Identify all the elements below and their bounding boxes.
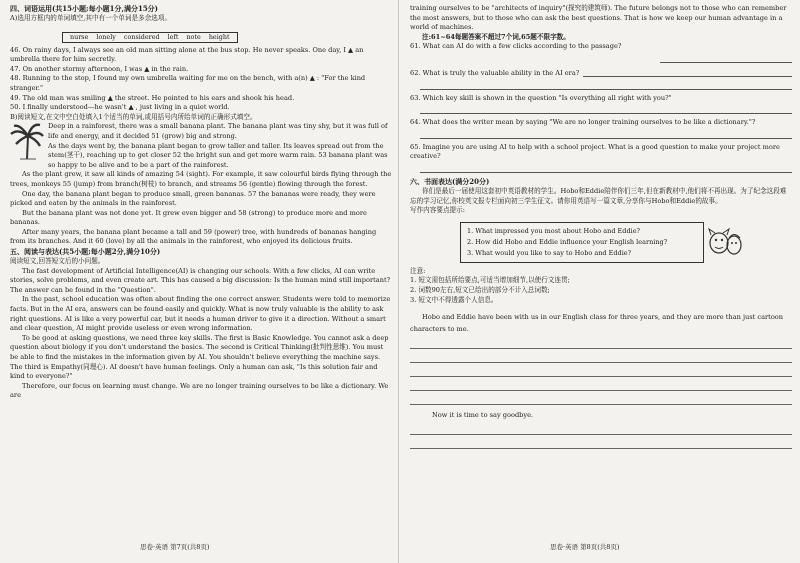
essay-opening: Hobo and Eddie have been with us in our English class for three years, and they are more than just cartoon characters to me. <box>410 313 784 334</box>
story-paragraph-4: One day, the banana plant began to produce small, green bananas. 57 the bananas were ready, they were picked and eaten by the animals in the rainforest. <box>10 189 376 208</box>
note-item: 3. 短文中不得透露个人信息。 <box>410 295 498 304</box>
section6-title: 六、书面表达(满分20分) <box>410 176 490 186</box>
answer-note: 注:61~64每题答案不超过7个词,65题不限字数。 <box>422 32 570 41</box>
word-bank-item: nurse <box>70 32 89 41</box>
question-61: 61. What can AI do with a few clicks according to the passage? <box>410 42 622 51</box>
writing-line[interactable] <box>410 349 792 363</box>
prompt-box <box>460 222 704 263</box>
article-paragraph-1: The fast development of Artificial Intelligence(AI) is changing our schools. With a few clicks, AI can write stories, solve problems, and even create art. This has caused a big discussion: Is the human mind still important? The answer can be found in the "Question". <box>10 266 391 294</box>
answer-line-61[interactable] <box>660 61 792 63</box>
section5-instruction: 阅读短文,回答短文后的小问题。 <box>10 257 105 266</box>
partB-instruction: B)阅读短文,在文中空白处填入1个适当的单词,或用括号内所给单词的正确形式填空。 <box>10 112 257 121</box>
note-item: 2. 词数90左右,短文已给出的部分不计入总词数; <box>410 285 550 294</box>
question-50: 50. I finally understood—he wasn't ▲ , just living in a quiet world. <box>10 103 230 112</box>
writing-area-end[interactable] <box>410 421 792 449</box>
question-62: 62. What is truly the valuable ability in the AI era? <box>410 68 580 77</box>
prompt-item: 1. What impressed you most about Hobo and Eddie? <box>467 226 641 235</box>
word-bank-item: height <box>208 32 230 41</box>
article-paragraph-3: To be good at asking questions, we need three key skills. The first is Basic Knowledge. You cannot ask a deep question about biology if you don't understand the basics. The second is Critical Thinking(批判性思维). You must be able to find the mistakes in the information given by AI. You shouldn't believe everything the machine says. The third is Empathy(同理心). AI doesn't have human feelings. Only a human can ask, "Is this solution fair and kind to everyone?" <box>10 333 389 381</box>
writing-line[interactable] <box>410 363 792 377</box>
question-48: 48. Running to the stop, I found my own umbrella waiting for me on the bench, with a(n) ▲ : "For the kind stranger." <box>10 74 366 92</box>
prompt-item: 2. How did Hobo and Eddie influence your English learning? <box>467 237 668 246</box>
article-continuation: training ourselves to be "architects of inquiry"(探究的建筑师). The future belongs not to those who can remember the most answers, but to those who can ask the best questions. That is how we keep our human advantage in a world of machines. <box>410 4 787 32</box>
story-paragraph-2: As the days went by, the banana plant began to grow taller and taller. Its leaves spread out from the stem(茎干), reaching up to get closer 52 the bright sun and get more warm rain. 53 banana plant was so happy to be alive and to be a part of the rainforest. <box>48 141 388 169</box>
answer-line-62b[interactable] <box>420 88 792 90</box>
prompt-item: 3. What would you like to say to Hobo and Eddie? <box>467 248 632 257</box>
story-paragraph-3: As the plant grew, it saw all kinds of amazing 54 (sight). For example, it saw colourful birds flying through the trees, monkeys 55 (jump) from branch(树枝) to branch, and streams 56 (gentle) flowing through the forest. <box>10 170 392 188</box>
question-64: 64. What does the writer mean by saying "We are no longer training ourselves to be like a dictionary."? <box>410 118 756 127</box>
writing-line[interactable] <box>410 377 792 391</box>
writing-line[interactable] <box>410 421 792 435</box>
word-bank-item: lonely <box>96 32 116 41</box>
question-46: 46. On rainy days, I always see an old man sitting alone at the bus stop. He never speaks. One day, I ▲ an umbrella there for him secretly. <box>10 45 364 64</box>
article-paragraph-2: In the past, school education was often about finding the one correct answer. Students were told to memorize facts. But in the AI era, answers can be found easily and quickly. What is now truly valuable is the ability to ask right questions. AI is like a very powerful car, but it needs a human driver to give it a direction. Without a smart and clear question, AI might provide useless or even wrong information. <box>10 295 391 333</box>
word-bank-item: left <box>167 32 179 41</box>
notes-title: 注意: <box>410 266 426 275</box>
answer-line-63[interactable] <box>420 112 792 114</box>
question-63: 63. Which key skill is shown in the question "Is everything all right with you?" <box>410 93 672 102</box>
section4-title: 四、词语运用(共15小题;每小题1分,满分15分) <box>10 4 158 13</box>
writing-line[interactable] <box>410 435 792 449</box>
right-page <box>400 0 800 563</box>
page-footer-left: 思卷·英语 第7页(共8页) <box>140 543 210 551</box>
section5-title: 五、阅读与表达(共5小题;每小题2分,满分10分) <box>10 247 161 257</box>
palm-tree-illustration <box>10 122 44 160</box>
article-paragraph-4: Therefore, our focus on learning must change. We are no longer training ourselves to be like a dictionary. We are <box>10 381 389 400</box>
question-62-row <box>410 69 792 79</box>
page-divider <box>398 0 399 563</box>
question-47: 47. On another stormy afternoon, I was ▲ in the rain. <box>10 64 189 73</box>
writing-line[interactable] <box>410 335 792 349</box>
question-65: 65. Imagine you are using AI to help with a school project. What is a good question to make your project more creative? <box>410 142 780 161</box>
answer-line-64[interactable] <box>420 137 792 139</box>
story-paragraph-1: Deep in a rainforest, there was a small banana plant. The banana plant was tiny shy, but it was full of life and energy, and it decided 51 (grow) big and strong. <box>48 122 388 140</box>
writing-line[interactable] <box>410 391 792 405</box>
partA-instruction: A)选用方框内的单词填空,其中有一个单词是多余选项。 <box>10 14 172 22</box>
section6-description: 你们是最后一届使用这套初中英语教材的学生。Hobo和Eddie陪伴你们三年,但在新教材中,他们将不再出现。为了纪念这段难忘的学习记忆,你校英文报专栏面向初三学生征文。请你用英语写一篇文章,分享你与Hobo和Eddie的故事。 <box>410 186 787 205</box>
story-paragraph-5: But the banana plant was not done yet. It grew even bigger and 58 (strong) to produce more and more bananas. <box>10 208 367 227</box>
essay-closing: Now it is time to say goodbye. <box>432 411 534 420</box>
word-bank-item: considered <box>123 32 160 41</box>
question-49: 49. The old man was smiling ▲ the street. He pointed to his ears and shook his head. <box>10 93 295 102</box>
story-paragraph-6: After many years, the banana plant became a tall and 59 (power) tree, with hundreds of bananas hanging from its branches. And it 60 (love) by all the animals in the rainforest, who enjoyed its delicious fruits. <box>10 227 377 246</box>
answer-line-65[interactable] <box>420 171 792 173</box>
left-page <box>0 0 398 563</box>
word-bank-item: note <box>186 32 201 41</box>
answer-line-62[interactable] <box>583 76 792 77</box>
cartoon-characters-illustration <box>707 225 743 257</box>
writing-area[interactable] <box>410 335 792 405</box>
word-bank <box>62 32 238 43</box>
section6-prompt-heading: 写作内容要点提示: <box>410 206 465 215</box>
page-footer-right: 思卷·英语 第8页(共8页) <box>550 543 620 551</box>
story <box>10 122 392 170</box>
note-item: 1. 短文需包括所给要点,可适当增加细节,以使行文连贯; <box>410 276 570 285</box>
